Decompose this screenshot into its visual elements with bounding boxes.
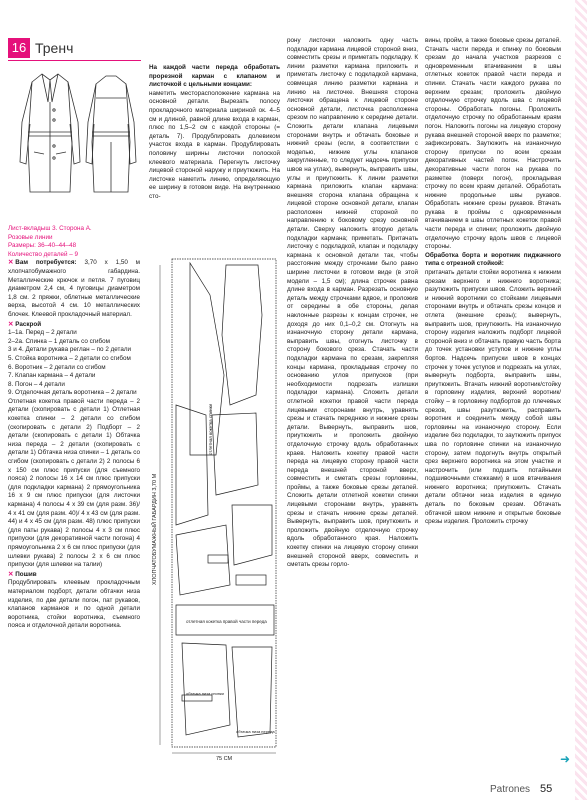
cut-item: 8. Погон – 4 детали bbox=[8, 380, 65, 388]
cut-item: 6. Воротник – 2 детали со сгибом bbox=[8, 363, 106, 371]
sew-text: Продублировать клеевым прокладочным материалом подборт, детали обтачки низа изделия, по две детали погон, пат рукавов, клапанов карманов и по одной детали воротника, стойки воротника, съемного пояса и отделочной детали воротника. bbox=[8, 579, 140, 630]
cut-extra: Отлетная кокетка правой части переда – 2 детали (скопировать с детали 1) Отлетная кокетка спинки – 2 детали со сгибом (скопировать с детали 2) Подборт – 2 детали (скопировать с детали 1) Обтачка низа переда – 2 детали (скопировать с детали 1) Обтачка низа спинки – 1 деталь со сгибом (скопировать с детали 2) 2 полосы 6 х 150 см плюс припуски (для съемного пояса) 2 полосы 16 х 14 см плюс припуски (для подкладки кармана) 2 прямоугольника 16 х 9 см плюс припуски (для листочки кармана) 4 полосы 4 х 39 см (для разм. 36)/ 4 х 41 см (для разм. 40)/ 4 х 43 см (для разм. 44) и 4 х 45 см (для разм. 48) плюс припуски (для паты рукава) 2 полосы 4 х 3 см плюс припуски (для декоративной части погона) 4 прямоугольника 2 х 6 см плюс припуски (для шлевки рукава) 2 полосы 2 х 6 см плюс припуски (для шлевки на талии) bbox=[8, 397, 140, 569]
fabric-width-label: 75 СМ bbox=[216, 756, 233, 760]
trench-sketch bbox=[10, 62, 140, 222]
pattern-lines: Розовые линии bbox=[8, 233, 53, 241]
cut-item: 7. Клапан кармана – 4 детали bbox=[8, 372, 96, 380]
instructions-column-2 bbox=[149, 64, 280, 254]
sheet-info: Лист-вкладыш 3. Сторона А. bbox=[8, 225, 92, 232]
page-number: 55 bbox=[540, 783, 553, 795]
instructions-text: вины, пройм, а также боковые срезы деталей. Стачать части переда и спинку по боковым срезам до начала участков разрезов с одновременным втачиванием в швы отлетных кокеток правой части переда и спинки. Стачать части каждого рукава по верхним срезам; проложить двойную отделочную строчку вдоль шва с лицевой стороны. Обработать погоны. Проложить отделочную строчку по обработанным краям погон. Наложить погоны на лицевую сторону рукава внешней стороной вверх по разметке; зафиксировать. Заутюжить на изнаночную сторону припуски по всем срезам декоративных частей погон. Настрочить декоративные части погон на рукава по разметке (поверх погон), прокладывая строчку по всем краям деталей. Обработать нижние продольные швы рукавов. Обработать нижние срезы рукавов. Втачать рукава в проймы с одновременным втачиванием в швы отлетных кокеток правой части переда и спинки; проложить двойную отделочную строчку вдоль швов с лицевой стороны. bbox=[425, 37, 561, 251]
label-facing-back: обтачка низа спинки bbox=[186, 691, 224, 696]
pocket-heading: На каждой части переда обработать прорезной карман с клапаном и листочкой с цельными концами: bbox=[149, 64, 280, 89]
instructions-column-4 bbox=[425, 37, 561, 787]
cutting-layout-diagram bbox=[146, 255, 284, 760]
label-yoke-back: отлетная кокетка спинки bbox=[208, 403, 213, 455]
bullet-icon: ✕ bbox=[8, 570, 14, 578]
fabric-length-label: ХЛОПЧАТОБУМАЖНЫЙ ГАБАРДИН 3,70 М bbox=[152, 473, 158, 585]
pocket-text: наметить месторасположение кармана на основной детали. Вырезать полосу прокладочного материала шириной ок. 4–5 см и длиной, равной длине входа в карман, плюс по 1,5–2 см с каждой стороны (= деталь 7). Продублировать долевиком участок входа в карман. Продублировать половину ширины листочки полоской клеевого материала. Перегнуть листочку лицевой стороной наружу и приутюжить. На листочке наметить линию, определяющую ее ширину в готовом виде. На внутреннюю сто- bbox=[149, 89, 280, 200]
decorative-stripe bbox=[575, 0, 587, 800]
bullet-icon: ✕ bbox=[8, 259, 14, 267]
cut-item: 2–2а. Спинка – 1 деталь со сгибом bbox=[8, 337, 110, 345]
sizes: Размеры: 36–40–44–48 bbox=[8, 242, 77, 250]
needs-text: 3,70 х 1,50 м хлопчатобумажного габардина. Металлические крючок и петля. 7 пуговиц диаметром 2,4 см, 4 пуговицы диаметром 1,8 см. 2 пряжки, облетные металлические верха, высотой 4 см. 10 металлических блочек. Клеевой прокладочный материал. bbox=[8, 259, 140, 318]
label-yoke-front: отлетная кокетка правой части переда bbox=[186, 619, 267, 624]
needs-heading: Вам потребуется: bbox=[15, 259, 77, 267]
model-number: 16 bbox=[8, 38, 30, 58]
continue-arrow-icon: ➜ bbox=[560, 752, 571, 766]
cut-heading: Раскрой bbox=[15, 320, 42, 328]
instructions-text: рону листочки наложить одну часть подкладки кармана лицевой стороной вниз, совместить срезы и приметать подкладку. К линии разметки кармана приложить и приметать листочку с подкладкой кармана, совмещая линию разметки кармана и линию на листочке. Внешняя сторона листочки обращена к лицевой стороне основной детали, листочка расположена срезом по направлению к середине детали. Сложить детали клапана лицевыми сторонами внутрь и обтачать боковые и нижний срезы (если, в соответствии с моделью, нижние углы клапанов закругленные, то следует надсечь припуски швов на углах), вывернуть, выправить швы, углы и приутюжить. К линии разметки кармана приложить клапан кармана: внешняя сторона клапана обращена к лицевой стороне основной детали, клапан расположен нижней стороной по направлению к боковому срезу основной детали. Сверху наложить вторую деталь подкладки кармана; приметать. Притачать листочку с подкладкой, клапан и подкладку кармана к основной детали так, чтобы расстояние между строчками было равно ширине листочки в готовом виде (в этой модели – 1,5 см); длина строчек равна длине входа в карман. Разрезать основную деталь между строчками вдвое, и проложив от середины в обе стороны, делая наклонные разрезы к концам строчек, не доходя до них 0,1–0,2 см. Отогнуть на изнаночную сторону детали кармана, выправить швы, отогнуть листочку в сторону бокового среза. Стачать части подкладки кармана по срезам, закрепляя концы кармана, прокладывая строчку по основанию углов припусков (при необходимости подрезать излишки подкладки кармана). Сложить детали отлетной кокетки правой части переда лицевыми сторонами внутрь, уравнять срезы и стачать переднюю и нижние срезы детали. Вывернуть, выправить шов, приутюжить и проложить двойную отделочную строчку вдоль обработанных краев. Наложить кокетку правой части переда на лицевую сторону правой части переда внешней стороной вверх, совместить и сметать срезы горловины, проймы, а также боковые срезы деталей. Сложить детали отлетной кокетки спинки лицевыми сторонами внутрь, уравнять срезы и стачать нижние срезы деталей. Вывернуть, выправить шов, приутюжить и проложить двойную отделочную строчку вдоль обработанного края. Наложить кокетку спинки на лицевую сторону спинки внешней стороной вверх, совместить и сметать срезы горло- bbox=[287, 37, 418, 569]
cut-item: 1–1а. Перед – 2 детали bbox=[8, 329, 77, 337]
label-facing-front: обтачка низа переда bbox=[236, 729, 275, 734]
collar-text: притачать детали стойки воротника к нижним срезам верхнего и нижнего воротника; разутюжить припуски швов. Сложить верхний и нижний воротники со стойками лицевыми сторонами внутрь и обтачать срезы концов и отлета (внешние срезы); вывернуть, выправить шов, приутюжить. На изнаночную сторону изделия наложить подборт лицевой стороной вниз и обтачать правую часть борта до точек установки уступов и нижние углы бортов. Надсечь припуски швов в концах строчек у точек уступов и подрезать на углах, вывернуть подборта, выправить швы, приутюжить. Втачать нижний воротник/стойку в горловину изделия, верхний воротник/стойку – в горловину подбортов до плечевых срезов, швы разутюжить, расправить воротник и соединить между собой швы горловины на изнаночную сторону. Если изделие без подкладки, то заутюжить припуск шва по горловине спинки на изнаночную сторону, затем подогнуть внутрь открытый срез верхнего воротника на этом участке и настрочить (или подшить потайными подшивочными стежками) в шов втачивания нижнего воротника; приутюжить. Стачать детали обтачки низа изделия в единую деталь по боковым срезам. Обтачать обтачкой швом нижние и открытые боковые срезы изделия. Проложить строчку bbox=[425, 269, 561, 526]
page-title: Тренч bbox=[35, 40, 74, 56]
pieces-count: Количество деталей – 9 bbox=[8, 250, 79, 258]
cut-item: 9. Отделочная деталь воротника – 2 детали bbox=[8, 389, 137, 397]
sew-heading: Пошив bbox=[15, 570, 37, 578]
bullet-icon: ✕ bbox=[8, 320, 14, 328]
collar-heading: Обработка борта и воротник пиджачного типа с отрезной стойкой: bbox=[425, 251, 561, 268]
instructions-column-3 bbox=[287, 37, 418, 787]
cut-item: 3 и 4. Детали рукава реглан – по 2 детали bbox=[8, 346, 132, 354]
magazine-brand: Patrones bbox=[490, 784, 531, 795]
sketch-divider bbox=[8, 60, 141, 61]
cut-item: 5. Стойка воротника – 2 детали со сгибом bbox=[8, 354, 131, 362]
materials-column bbox=[8, 225, 140, 795]
